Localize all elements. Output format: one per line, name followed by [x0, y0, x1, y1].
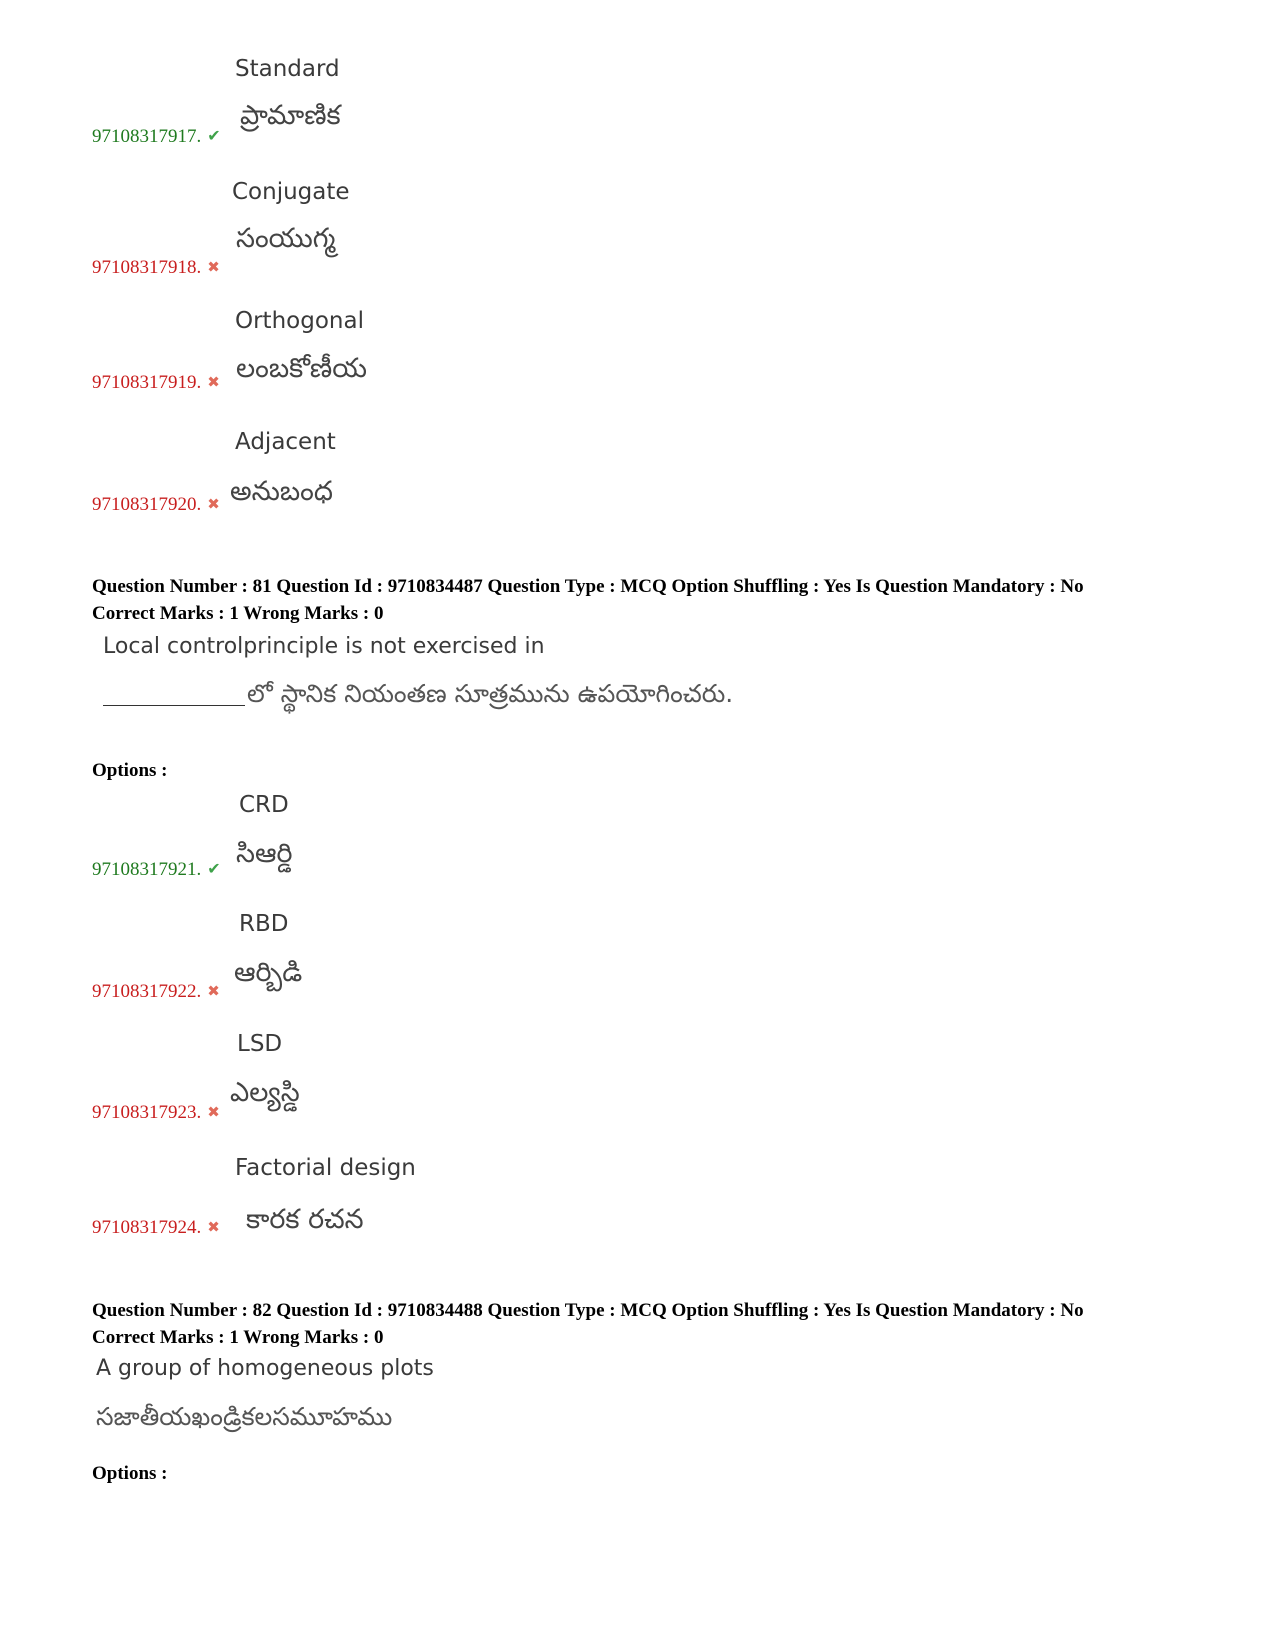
option-id: 97108317918. [92, 257, 202, 278]
question-text-te: సజాతీయఖండ్రికలసమూహము [96, 1402, 393, 1431]
option-text-en: CRD [239, 792, 289, 818]
option-id-line [92, 1217, 220, 1239]
cross-icon: ✖ [207, 373, 220, 391]
option-id-line [92, 126, 221, 148]
option-id-line [92, 257, 220, 279]
options-label: Options : [92, 1463, 168, 1484]
question-header [92, 1297, 1084, 1351]
option-id-line [92, 859, 221, 881]
question-header-line2: Correct Marks : 1 Wrong Marks : 0 [92, 1327, 384, 1348]
option-id: 97108317923. [92, 1102, 202, 1123]
option-text-te: అనుబంధ [230, 476, 333, 507]
options-label: Options : [92, 760, 168, 781]
option-id: 97108317922. [92, 981, 202, 1002]
option-text-en: Conjugate [232, 179, 350, 205]
option-id: 97108317919. [92, 372, 202, 393]
question-text-en: Local controlprinciple is not exercised in [103, 634, 545, 659]
check-icon: ✔ [207, 126, 221, 145]
option-text-en: Adjacent [235, 429, 336, 455]
option-text-te: కారక రచన [246, 1204, 364, 1235]
option-text-en: Factorial design [235, 1155, 416, 1181]
cross-icon: ✖ [207, 495, 220, 513]
question-text-te: లో స్థానిక నియంతణ సూత్రమును ఉపయోగించరు. [247, 679, 734, 708]
option-text-en: Standard [235, 56, 340, 82]
option-id: 97108317920. [92, 494, 202, 515]
cross-icon: ✖ [207, 1103, 220, 1121]
option-id: 97108317921. [92, 859, 202, 880]
cross-icon: ✖ [207, 258, 220, 276]
option-text-te: ఎల్యస్డి [230, 1077, 300, 1108]
question-header-line2: Correct Marks : 1 Wrong Marks : 0 [92, 603, 384, 624]
option-id: 97108317917. [92, 126, 202, 147]
question-header-line1: Question Number : 82 Question Id : 9710834488 Question Type : MCQ Option Shuffling : Yes Is Question Mandatory : No [92, 1300, 1084, 1321]
option-id: 97108317924. [92, 1217, 202, 1238]
option-id-line [92, 1102, 220, 1124]
option-id-line [92, 372, 220, 394]
question-header [92, 573, 1084, 627]
option-text-te: లంబకోణీయ [236, 353, 367, 384]
option-text-te: ప్రామాణిక [240, 100, 341, 131]
question-text-te-line [103, 679, 733, 715]
cross-icon: ✖ [207, 1218, 220, 1236]
option-text-en: RBD [239, 911, 289, 937]
check-icon: ✔ [207, 859, 221, 878]
cross-icon: ✖ [207, 982, 220, 1000]
option-text-te: సిఆర్డి [236, 838, 293, 869]
option-id-line [92, 981, 220, 1003]
option-text-en: LSD [237, 1031, 283, 1057]
question-header-line1: Question Number : 81 Question Id : 9710834487 Question Type : MCQ Option Shuffling : Yes Is Question Mandatory : No [92, 576, 1084, 597]
question-text-en: A group of homogeneous plots [96, 1356, 434, 1381]
fill-in-blank [103, 705, 245, 706]
option-text-te: ఆర్బిడి [234, 957, 303, 988]
option-text-te: సంయుగ్మ [236, 223, 336, 254]
option-text-en: Orthogonal [235, 308, 364, 334]
option-id-line [92, 494, 220, 516]
